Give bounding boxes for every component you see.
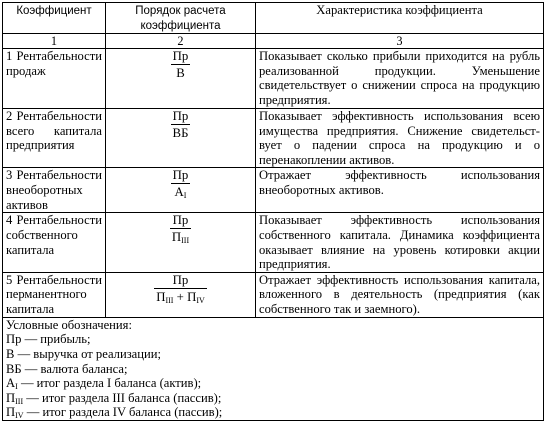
coefficient-name-cell <box>3 109 106 168</box>
table-row <box>3 272 544 317</box>
legend-item <box>6 405 540 420</box>
coefficient-name-first: 4 Рентабельности <box>6 213 102 228</box>
formula-fraction <box>171 168 191 199</box>
formula-numerator: Пр <box>172 213 189 228</box>
legend-symbol: Пр <box>6 332 22 347</box>
legend-symbol: П <box>6 405 16 420</box>
denominator-subscript: III <box>165 295 174 305</box>
formula-fraction <box>170 213 191 244</box>
denominator-subscript: III <box>181 236 190 246</box>
coefficient-name-cell <box>3 272 106 317</box>
formula-denominator <box>154 289 207 304</box>
formula-cell <box>106 49 256 109</box>
denominator-symbol: В <box>176 66 185 80</box>
header-cell-calculation <box>106 3 256 34</box>
legend-subscript: IV <box>15 411 24 421</box>
coefficient-name-first: 2 Рентабельности <box>6 109 102 123</box>
denominator-symbol: П <box>171 230 182 245</box>
coefficient-name-rest: собственного капитала <box>6 227 78 257</box>
description-cell: Отражает эффективность использования капитала, вложенного в деятельность (предприятия (как собственного так и заемного). <box>256 272 544 317</box>
formula-denominator <box>171 125 191 140</box>
coefficient-name-rest: продаж <box>6 63 46 78</box>
formula-denominator <box>173 184 189 199</box>
legend-text: — итог раздела III баланса (пассив); <box>26 390 222 405</box>
legend-row <box>3 317 544 420</box>
legend-item <box>6 376 540 391</box>
legend-text: — итог раздела I баланса (актив); <box>20 376 202 391</box>
header-cell-coefficient <box>3 3 106 34</box>
header-coefficient: Коэффициент <box>16 5 92 17</box>
formula-cell <box>106 213 256 272</box>
denominator-symbol: А <box>174 185 184 200</box>
formula-denominator <box>174 65 187 80</box>
coefficient-name-first: 1 Рентабельности <box>6 49 102 63</box>
legend-symbol: А <box>6 376 16 391</box>
formula-fraction <box>171 49 191 80</box>
formula-numerator: Пр <box>172 272 189 287</box>
legend-text: — прибыль; <box>24 332 91 347</box>
header-cell-characteristic <box>256 3 544 34</box>
table-row <box>3 213 544 272</box>
table-row <box>3 49 544 109</box>
description-cell: Показывает эффективность использования собственного капитала. Динамика коэффициента оказывает влияние на уровень котировки акции предприятия. <box>256 213 544 272</box>
formula-cell <box>106 109 256 168</box>
column-number-1: 1 <box>3 34 106 49</box>
formula-fraction <box>171 109 191 140</box>
legend-text: — итог раздела IV баланса (пассив); <box>26 405 223 420</box>
description-cell: Отражает эффективность использования внеоборотных активов. <box>256 168 544 213</box>
table-row <box>3 168 544 213</box>
legend-text: — выручка от реализации; <box>17 346 161 361</box>
legend-item <box>6 332 540 347</box>
denominator-symbol: П <box>156 289 166 304</box>
legend-title: Условные обозначения: <box>6 317 132 332</box>
formula-numerator: Пр <box>172 49 189 63</box>
legend-symbol: ВБ <box>6 361 22 376</box>
header-row <box>3 3 544 34</box>
denominator-extra-symbol: + П <box>176 289 197 304</box>
coefficients-table <box>2 2 544 421</box>
coefficient-name-first: 5 Рентабельности <box>6 272 102 287</box>
denominator-subscript: I <box>183 191 187 201</box>
table-row <box>3 109 544 168</box>
column-number-row <box>3 34 544 49</box>
legend-cell <box>3 317 544 420</box>
coefficient-name-cell <box>3 168 106 213</box>
denominator-extra-subscript: IV <box>196 295 205 305</box>
coefficient-name-first: 3 Рентабельности <box>6 168 102 183</box>
legend-subscript: I <box>15 382 18 392</box>
legend-symbol: П <box>6 390 16 405</box>
denominator-symbol: ВБ <box>172 126 189 140</box>
coefficient-name-rest: перманентного капитала <box>6 287 87 316</box>
header-calculation: Порядок расчета коэффициента <box>135 5 226 32</box>
legend-item <box>6 391 540 406</box>
formula-fraction <box>154 273 207 304</box>
coefficient-name-rest: всего капитала предприятия <box>6 123 102 153</box>
description-cell: Показывает эффективность использования всею имущества предприятия. Снижение свидетельст-вует о падении спроса на продукцию и о перенакоплении активов. <box>256 109 544 168</box>
formula-numerator: Пр <box>172 109 189 123</box>
formula-cell <box>106 272 256 317</box>
legend-item <box>6 347 540 362</box>
column-number-2: 2 <box>106 34 256 49</box>
legend-symbol: В <box>6 346 15 361</box>
coefficient-name-rest: внеоборотных активов <box>6 182 83 212</box>
description-cell: Показывает сколько прибыли приходится на рубль реализованной продукции. Уменьшение свидетельствует о снижении спроса на продукцию предприятия. <box>256 49 544 109</box>
formula-cell <box>106 168 256 213</box>
formula-denominator <box>170 229 191 244</box>
legend-item <box>6 362 540 377</box>
legend-subscript: III <box>15 396 24 406</box>
header-characteristic: Характеристика коэффициента <box>316 3 483 17</box>
legend-text: — валюта баланса; <box>24 361 128 376</box>
coefficient-name-cell <box>3 213 106 272</box>
formula-numerator: Пр <box>172 168 189 183</box>
column-number-3: 3 <box>256 34 544 49</box>
coefficient-name-cell <box>3 49 106 109</box>
